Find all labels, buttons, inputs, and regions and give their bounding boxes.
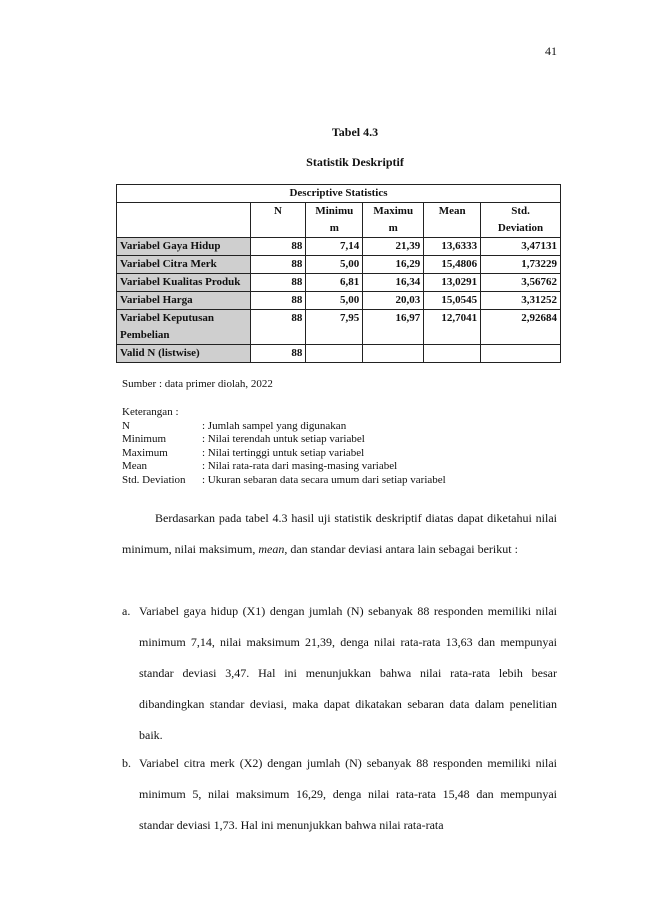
note-item xyxy=(122,433,446,447)
cell-min: 5,00 xyxy=(306,292,363,310)
note-desc: : Jumlah sampel yang digunakan xyxy=(202,419,347,432)
header-empty xyxy=(117,203,251,238)
cell-max: 20,03 xyxy=(363,292,424,310)
row-label: Variabel Citra Merk xyxy=(117,256,251,274)
list-item xyxy=(122,748,557,841)
cell-min xyxy=(306,345,363,363)
cell-std: 2,92684 xyxy=(481,310,561,345)
descriptive-statistics-table xyxy=(116,184,561,363)
cell-max: 16,29 xyxy=(363,256,424,274)
note-item xyxy=(122,420,446,434)
note-term: Mean xyxy=(122,460,148,472)
table-header-row xyxy=(117,203,561,238)
cell-mean: 15,0545 xyxy=(424,292,481,310)
note-term: Maximum xyxy=(122,446,168,459)
cell-mean xyxy=(424,345,481,363)
cell-std: 3,47131 xyxy=(481,238,561,256)
note-item xyxy=(122,474,446,488)
cell-n: 88 xyxy=(250,310,306,345)
header-std-deviation: Std. Deviation xyxy=(481,203,561,238)
header-minimum: Minimu m xyxy=(306,203,363,238)
cell-max: 21,39 xyxy=(363,238,424,256)
row-label: Variabel Keputusan Pembelian xyxy=(117,310,251,345)
table-row xyxy=(117,274,561,292)
cell-n: 88 xyxy=(250,345,306,363)
cell-std: 3,56762 xyxy=(481,274,561,292)
note-desc: : Nilai tertinggi untuk setiap variabel xyxy=(202,446,365,459)
cell-max: 16,34 xyxy=(363,274,424,292)
cell-n: 88 xyxy=(250,256,306,274)
cell-max xyxy=(363,345,424,363)
cell-mean: 12,7041 xyxy=(424,310,481,345)
header-n: N xyxy=(250,203,306,238)
note-item xyxy=(122,460,446,474)
list-marker: a. xyxy=(122,604,131,618)
cell-n: 88 xyxy=(250,238,306,256)
table-row xyxy=(117,238,561,256)
note-term: Minimum xyxy=(122,433,167,445)
cell-mean: 13,0291 xyxy=(424,274,481,292)
note-desc: : Ukuran sebaran data secara umum dari setiap variabel xyxy=(202,473,446,486)
notes xyxy=(122,406,446,487)
cell-mean: 13,6333 xyxy=(424,238,481,256)
page-number: 41 xyxy=(545,44,557,58)
table-row xyxy=(117,256,561,274)
cell-min: 6,81 xyxy=(306,274,363,292)
cell-min: 5,00 xyxy=(306,256,363,274)
table-title: Descriptive Statistics xyxy=(117,185,561,203)
list-marker: b. xyxy=(122,756,131,770)
row-label: Variabel Harga xyxy=(117,292,251,310)
note-desc: : Nilai rata-rata dari masing-masing variabel xyxy=(202,460,398,472)
list-text: Variabel citra merk (X2) dengan jumlah (N) sebanyak 88 responden memiliki nilai minimum 5, nilai maksimum 16,29, denga nilai rata-rata 15,48 dan mempunyai standar deviasi 1,73. Hal ini menunjukkan bahwa nilai rata-rata xyxy=(139,756,557,832)
cell-n: 88 xyxy=(250,274,306,292)
cell-std: 3,31252 xyxy=(481,292,561,310)
note-term: N xyxy=(122,419,130,432)
notes-heading: Keterangan : xyxy=(122,406,179,418)
cell-std xyxy=(481,345,561,363)
cell-std: 1,73229 xyxy=(481,256,561,274)
mean-term: mean xyxy=(258,542,285,556)
note-term: Std. Deviation xyxy=(122,473,186,486)
cell-n: 88 xyxy=(250,292,306,310)
header-mean: Mean xyxy=(424,203,481,238)
table-row xyxy=(117,292,561,310)
row-label: Valid N (listwise) xyxy=(117,345,251,363)
note-item xyxy=(122,447,446,461)
cell-min: 7,95 xyxy=(306,310,363,345)
table-label: Tabel 4.3 xyxy=(331,125,379,139)
cell-min: 7,14 xyxy=(306,238,363,256)
table-caption: Statistik Deskriptif xyxy=(306,155,404,169)
header-maximum: Maximu m xyxy=(363,203,424,238)
note-desc: : Nilai terendah untuk setiap variabel xyxy=(202,433,365,445)
table-source: Sumber : data primer diolah, 2022 xyxy=(122,378,273,390)
list-text: Variabel gaya hidup (X1) dengan jumlah (N) sebanyak 88 responden memiliki nilai minimum 7,14, nilai maksimum 21,39, denga nilai rata-rata 13,63 dan mempunyai standar deviasi 3,47. Hal ini menunjukkan bahwa nilai rata-rata lebih besar dibandingkan standar deviasi, maka dapat dikatakan sebaran data dalam penelitian baik. xyxy=(139,604,557,742)
list-item xyxy=(122,596,557,751)
cell-mean: 15,4806 xyxy=(424,256,481,274)
row-label: Variabel Kualitas Produk xyxy=(117,274,251,292)
row-label: Variabel Gaya Hidup xyxy=(117,238,251,256)
table-row xyxy=(117,310,561,345)
intro-paragraph: Berdasarkan pada tabel 4.3 hasil uji statistik deskriptif diatas dapat diketahui nilai minimum, nilai maksimum, mean, dan standar deviasi antara lain sebagai berikut : xyxy=(122,511,557,556)
cell-max: 16,97 xyxy=(363,310,424,345)
table-row xyxy=(117,345,561,363)
